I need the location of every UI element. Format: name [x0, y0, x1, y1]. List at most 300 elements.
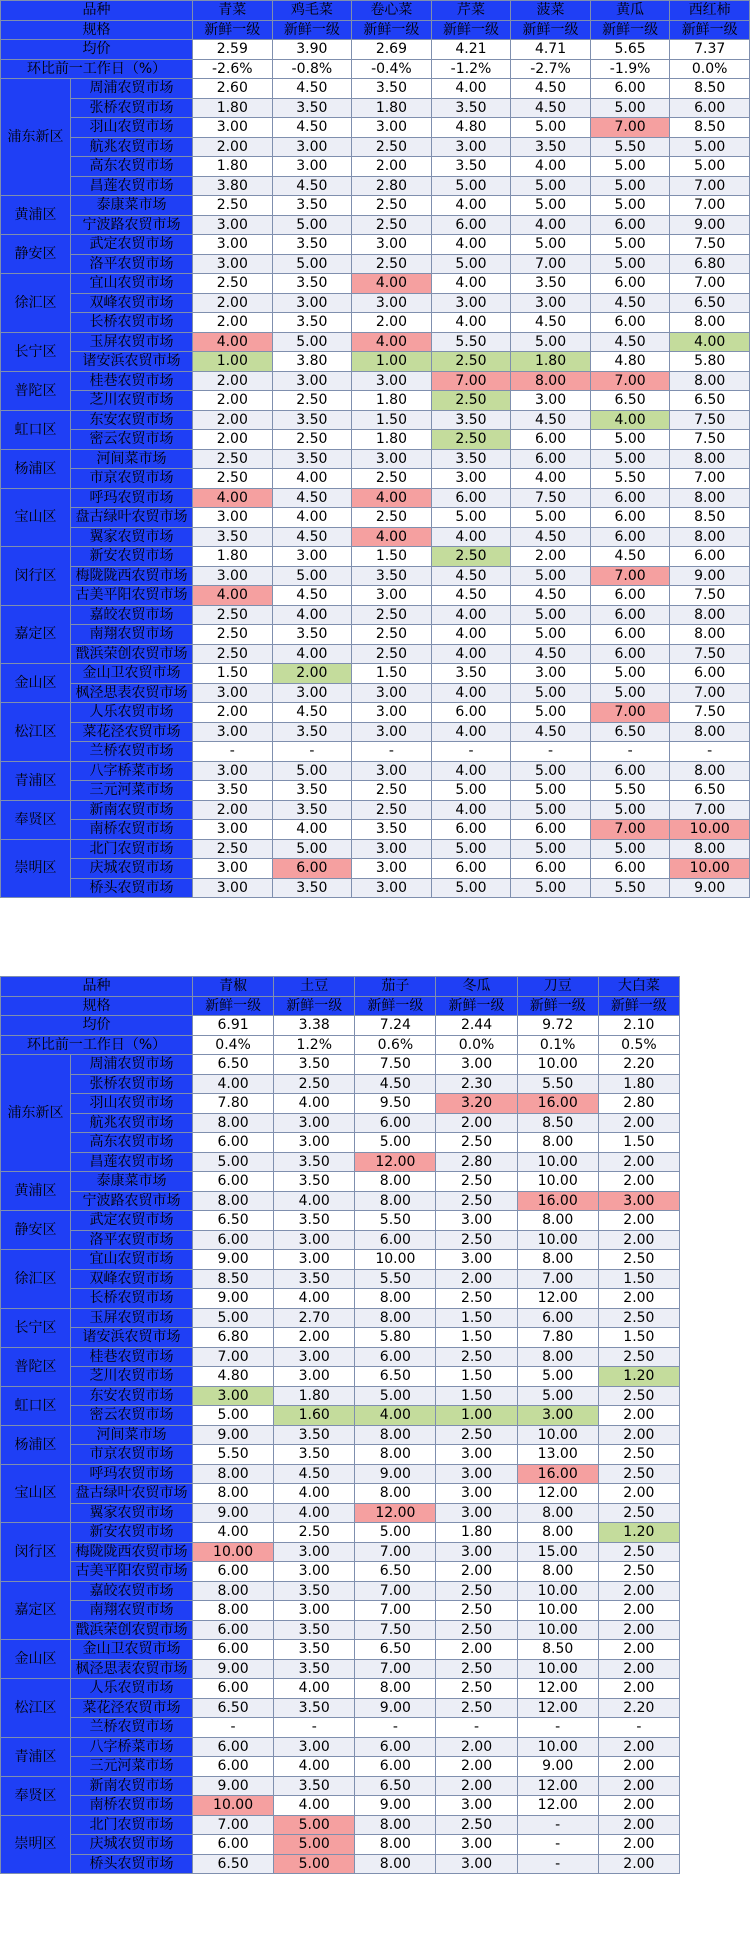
price-cell: 2.50: [598, 1503, 679, 1523]
price-cell: 16.00: [517, 1191, 598, 1211]
price-cell: 5.50: [590, 469, 670, 489]
price-cell: 4.50: [511, 644, 591, 664]
price-cell: 8.00: [670, 313, 750, 333]
price-cell: 3.00: [436, 1503, 517, 1523]
price-cell: 6.00: [431, 820, 511, 840]
price-cell: 4.00: [193, 1523, 274, 1543]
price-cell: 7.50: [670, 644, 750, 664]
price-cell: 4.00: [274, 1757, 355, 1777]
table-row: [1, 1659, 680, 1679]
price-cell: 6.50: [670, 293, 750, 313]
price-cell: 6.80: [193, 1328, 274, 1348]
table-row: [1, 1445, 680, 1465]
price-cell: 5.00: [590, 430, 670, 450]
price-cell: 5.50: [517, 1074, 598, 1094]
spec-cell: 新鲜一级: [431, 20, 511, 40]
spec-cell: 新鲜一级: [274, 996, 355, 1016]
price-cell: 6.00: [355, 1757, 436, 1777]
product-header: 菠菜: [511, 1, 591, 21]
price-cell: 4.50: [590, 332, 670, 352]
table-row: [1, 1211, 680, 1231]
price-cell: 2.50: [352, 605, 432, 625]
table-row: [1, 1737, 680, 1757]
price-cell: 6.50: [193, 1055, 274, 1075]
table-row: [1, 1425, 680, 1445]
price-cell: 7.00: [590, 703, 670, 723]
price-cell: 6.50: [355, 1640, 436, 1660]
table-row: [1, 820, 750, 840]
price-cell: 6.00: [590, 79, 670, 99]
district-cell: 虹口区: [1, 410, 71, 449]
price-cell: 2.50: [352, 215, 432, 235]
price-cell: 2.00: [598, 1601, 679, 1621]
table-row: [1, 254, 750, 274]
price-cell: 2.50: [598, 1445, 679, 1465]
market-cell: 宜山农贸市场: [71, 1250, 193, 1270]
price-cell: 3.50: [274, 1659, 355, 1679]
price-cell: 2.50: [436, 1425, 517, 1445]
price-cell: 9.00: [193, 1503, 274, 1523]
price-cell: 8.00: [670, 371, 750, 391]
price-cell: 6.50: [590, 391, 670, 411]
price-cell: 3.00: [352, 118, 432, 138]
change-cell: -2.6%: [193, 59, 273, 79]
price-cell: 2.50: [598, 1386, 679, 1406]
price-cell: 4.50: [355, 1074, 436, 1094]
price-cell: 2.50: [598, 1542, 679, 1562]
price-cell: 10.00: [193, 1542, 274, 1562]
product-header: 冬瓜: [436, 977, 517, 997]
average-cell: 2.44: [436, 1016, 517, 1036]
spec-header: 规格: [1, 996, 193, 1016]
price-cell: 2.00: [193, 391, 273, 411]
price-cell: 6.50: [670, 391, 750, 411]
price-cell: 6.00: [590, 761, 670, 781]
price-cell: 1.50: [436, 1386, 517, 1406]
spec-header: 规格: [1, 20, 193, 40]
price-cell: 2.00: [598, 1757, 679, 1777]
price-cell: 5.00: [431, 781, 511, 801]
table-row: [1, 1679, 680, 1699]
price-cell: 10.00: [517, 1659, 598, 1679]
price-cell: 5.00: [511, 605, 591, 625]
price-cell: 2.00: [272, 664, 352, 684]
market-cell: 泰康菜市场: [71, 196, 193, 216]
product-header: 芹菜: [431, 1, 511, 21]
price-cell: 3.50: [274, 1640, 355, 1660]
price-cell: 8.00: [193, 1581, 274, 1601]
average-cell: 6.91: [193, 1016, 274, 1036]
table-row: [1, 332, 750, 352]
price-cell: 2.00: [352, 157, 432, 177]
product-header: 黄瓜: [590, 1, 670, 21]
average-cell: 2.10: [598, 1016, 679, 1036]
price-cell: 1.80: [511, 352, 591, 372]
price-cell: 4.00: [431, 196, 511, 216]
price-cell: 2.00: [352, 313, 432, 333]
price-cell: 7.00: [355, 1601, 436, 1621]
market-cell: 嘉皎农贸市场: [71, 1581, 193, 1601]
price-cell: 6.00: [355, 1347, 436, 1367]
table-row: [1, 1698, 680, 1718]
price-cell: 6.00: [272, 859, 352, 879]
price-cell: 1.00: [352, 352, 432, 372]
price-cell: 5.00: [511, 508, 591, 528]
price-cell: 5.00: [590, 839, 670, 859]
price-cell: 4.00: [352, 527, 432, 547]
price-cell: 4.50: [272, 703, 352, 723]
price-cell: 3.00: [436, 1250, 517, 1270]
price-cell: 4.00: [431, 625, 511, 645]
price-cell: 7.50: [355, 1055, 436, 1075]
table-row: [1, 410, 750, 430]
table-row: [1, 605, 750, 625]
district-cell: 黄浦区: [1, 196, 71, 235]
price-cell: 8.00: [193, 1113, 274, 1133]
table-row: [1, 274, 750, 294]
price-cell: 4.50: [272, 118, 352, 138]
price-cell: 10.00: [517, 1601, 598, 1621]
change-row: [1, 59, 750, 79]
price-cell: 3.00: [352, 878, 432, 898]
table-row: [1, 293, 750, 313]
price-cell: 6.00: [193, 1679, 274, 1699]
market-cell: 诸安浜农贸市场: [71, 1328, 193, 1348]
price-cell: 3.50: [274, 1620, 355, 1640]
price-cell: 8.00: [517, 1503, 598, 1523]
price-cell: 5.80: [670, 352, 750, 372]
price-cell: 4.00: [272, 508, 352, 528]
table-row: [1, 644, 750, 664]
market-cell: 昌莲农贸市场: [71, 176, 193, 196]
market-cell: 桥头农贸市场: [71, 1854, 193, 1874]
table-row: [1, 527, 750, 547]
market-cell: 兰桥农贸市场: [71, 742, 193, 762]
product-header: 大白菜: [598, 977, 679, 997]
price-cell: 1.20: [598, 1367, 679, 1387]
table-row: [1, 625, 750, 645]
header-row: [1, 977, 680, 997]
price-cell: 2.50: [352, 254, 432, 274]
price-cell: 3.00: [193, 878, 273, 898]
price-cell: 4.50: [272, 527, 352, 547]
price-cell: -: [517, 1854, 598, 1874]
market-cell: 呼玛农贸市场: [71, 1464, 193, 1484]
price-cell: 3.50: [352, 79, 432, 99]
price-cell: 1.80: [352, 98, 432, 118]
change-row: [1, 1035, 680, 1055]
price-cell: 4.00: [274, 1796, 355, 1816]
price-cell: 5.00: [431, 176, 511, 196]
average-cell: 9.72: [517, 1016, 598, 1036]
price-cell: 7.00: [590, 566, 670, 586]
price-cell: 6.00: [590, 859, 670, 879]
price-cell: 3.00: [272, 683, 352, 703]
price-cell: 2.50: [598, 1308, 679, 1328]
price-cell: 1.50: [352, 547, 432, 567]
price-cell: 3.50: [431, 410, 511, 430]
market-cell: 人乐农贸市场: [71, 1679, 193, 1699]
market-cell: 武定农贸市场: [71, 235, 193, 255]
price-cell: 2.00: [598, 1425, 679, 1445]
price-cell: 6.50: [355, 1776, 436, 1796]
price-cell: 2.00: [598, 1835, 679, 1855]
header-row: [1, 1, 750, 21]
price-cell: 8.00: [517, 1562, 598, 1582]
change-cell: -0.8%: [272, 59, 352, 79]
table-row: [1, 1133, 680, 1153]
price-cell: 5.00: [272, 215, 352, 235]
average-header: 均价: [1, 1016, 193, 1036]
district-cell: 宝山区: [1, 488, 71, 547]
price-cell: 10.00: [193, 1796, 274, 1816]
price-cell: -: [511, 742, 591, 762]
price-cell: 8.00: [670, 761, 750, 781]
price-cell: 6.00: [511, 859, 591, 879]
price-cell: 6.00: [590, 488, 670, 508]
price-cell: 1.00: [193, 352, 273, 372]
price-cell: 7.50: [670, 703, 750, 723]
price-cell: 7.00: [355, 1542, 436, 1562]
price-cell: 2.50: [193, 625, 273, 645]
price-cell: 3.00: [431, 293, 511, 313]
price-cell: 4.00: [431, 683, 511, 703]
table-row: [1, 1464, 680, 1484]
market-cell: 翼家农贸市场: [71, 1503, 193, 1523]
price-cell: 4.00: [590, 410, 670, 430]
price-cell: 12.00: [517, 1776, 598, 1796]
price-cell: 2.50: [431, 430, 511, 450]
price-cell: 1.80: [598, 1074, 679, 1094]
price-cell: 4.00: [274, 1484, 355, 1504]
price-cell: 8.00: [511, 371, 591, 391]
market-cell: 人乐农贸市场: [71, 703, 193, 723]
table-row: [1, 176, 750, 196]
price-cell: 5.00: [670, 137, 750, 157]
price-cell: 4.00: [431, 800, 511, 820]
table-row: [1, 1757, 680, 1777]
price-cell: 6.00: [193, 1835, 274, 1855]
price-cell: 3.80: [193, 176, 273, 196]
market-cell: 戬浜荣创农贸市场: [71, 1620, 193, 1640]
table-row: [1, 1269, 680, 1289]
price-cell: 4.00: [193, 488, 273, 508]
price-cell: 5.00: [431, 508, 511, 528]
price-cell: 3.50: [352, 820, 432, 840]
price-cell: 4.00: [352, 274, 432, 294]
market-cell: 梅陇陇西农贸市场: [71, 566, 193, 586]
price-cell: 2.50: [436, 1581, 517, 1601]
price-cell: 2.00: [598, 1854, 679, 1874]
market-cell: 新安农贸市场: [71, 547, 193, 567]
table-row: [1, 839, 750, 859]
price-cell: 2.00: [598, 1737, 679, 1757]
price-cell: 8.00: [355, 1815, 436, 1835]
table-row: [1, 1776, 680, 1796]
price-cell: 8.50: [517, 1640, 598, 1660]
market-cell: 羽山农贸市场: [71, 1094, 193, 1114]
price-cell: 4.00: [431, 235, 511, 255]
price-cell: 3.00: [352, 235, 432, 255]
market-cell: 金山卫农贸市场: [71, 664, 193, 684]
price-cell: 3.50: [511, 274, 591, 294]
price-cell: 4.00: [431, 644, 511, 664]
price-cell: 3.50: [272, 410, 352, 430]
table-row: [1, 683, 750, 703]
district-cell: 崇明区: [1, 839, 71, 898]
price-cell: 4.50: [511, 313, 591, 333]
price-cell: 13.00: [517, 1445, 598, 1465]
price-cell: 3.00: [193, 118, 273, 138]
table-row: [1, 215, 750, 235]
price-cell: 3.00: [431, 469, 511, 489]
price-cell: -: [670, 742, 750, 762]
price-cell: 3.00: [436, 1796, 517, 1816]
price-cell: 5.00: [431, 839, 511, 859]
price-cell: 10.00: [517, 1737, 598, 1757]
change-cell: -2.7%: [511, 59, 591, 79]
price-cell: 7.00: [355, 1581, 436, 1601]
price-cell: 5.50: [355, 1211, 436, 1231]
spec-cell: 新鲜一级: [352, 20, 432, 40]
price-cell: 2.50: [598, 1562, 679, 1582]
price-cell: 6.00: [590, 215, 670, 235]
district-cell: 浦东新区: [1, 1055, 71, 1172]
price-cell: 9.00: [670, 215, 750, 235]
price-cell: 5.00: [272, 332, 352, 352]
price-cell: 4.50: [511, 410, 591, 430]
price-cell: 6.00: [590, 625, 670, 645]
price-cell: 2.50: [352, 137, 432, 157]
district-cell: 静安区: [1, 1211, 71, 1250]
price-cell: 8.00: [355, 1191, 436, 1211]
price-cell: 3.00: [193, 722, 273, 742]
table-row: [1, 781, 750, 801]
price-cell: 12.00: [517, 1679, 598, 1699]
price-cell: 2.80: [598, 1094, 679, 1114]
price-cell: 4.00: [431, 722, 511, 742]
price-cell: 2.00: [598, 1640, 679, 1660]
price-cell: 6.00: [590, 274, 670, 294]
price-cell: 8.00: [193, 1484, 274, 1504]
price-cell: 2.00: [598, 1776, 679, 1796]
table-row: [1, 313, 750, 333]
price-cell: 3.00: [272, 157, 352, 177]
market-cell: 庆城农贸市场: [71, 859, 193, 879]
price-cell: 8.50: [670, 79, 750, 99]
price-cell: 2.50: [352, 508, 432, 528]
district-cell: 普陀区: [1, 371, 71, 410]
price-cell: 5.00: [511, 761, 591, 781]
market-cell: 南翔农贸市场: [71, 625, 193, 645]
table-row: [1, 878, 750, 898]
price-cell: 5.00: [590, 196, 670, 216]
price-cell: 4.00: [431, 605, 511, 625]
price-cell: 3.00: [274, 1601, 355, 1621]
price-cell: 12.00: [517, 1796, 598, 1816]
price-cell: 3.50: [274, 1776, 355, 1796]
price-cell: 3.00: [274, 1113, 355, 1133]
district-cell: 浦东新区: [1, 79, 71, 196]
price-cell: 9.00: [355, 1796, 436, 1816]
table-row: [1, 547, 750, 567]
price-cell: 2.00: [436, 1776, 517, 1796]
market-cell: 市京农贸市场: [71, 469, 193, 489]
district-cell: 金山区: [1, 664, 71, 703]
price-cell: 2.50: [193, 449, 273, 469]
market-cell: 宁波路农贸市场: [71, 215, 193, 235]
market-cell: 新南农贸市场: [71, 1776, 193, 1796]
change-header: 环比前一工作日（%）: [1, 59, 193, 79]
price-cell: 3.00: [274, 1542, 355, 1562]
market-cell: 市京农贸市场: [71, 1445, 193, 1465]
price-cell: 1.60: [274, 1406, 355, 1426]
market-cell: 洛平农贸市场: [71, 254, 193, 274]
price-cell: 3.00: [274, 1367, 355, 1387]
price-cell: 5.00: [511, 196, 591, 216]
price-cell: 7.80: [193, 1094, 274, 1114]
market-cell: 武定农贸市场: [71, 1211, 193, 1231]
price-cell: 9.00: [517, 1757, 598, 1777]
price-cell: 2.30: [436, 1074, 517, 1094]
average-cell: 3.90: [272, 40, 352, 60]
district-cell: 松江区: [1, 1679, 71, 1738]
market-cell: 张桥农贸市场: [71, 1074, 193, 1094]
table-row: [1, 1289, 680, 1309]
price-cell: 2.00: [436, 1640, 517, 1660]
table-row: [1, 1562, 680, 1582]
change-cell: 0.4%: [193, 1035, 274, 1055]
price-cell: 6.00: [431, 215, 511, 235]
price-cell: 8.50: [517, 1113, 598, 1133]
price-cell: 2.50: [436, 1620, 517, 1640]
table-row: [1, 1523, 680, 1543]
price-cell: 2.00: [436, 1737, 517, 1757]
price-cell: 1.50: [352, 664, 432, 684]
price-cell: 3.50: [274, 1445, 355, 1465]
price-cell: 5.00: [590, 157, 670, 177]
price-cell: 2.50: [352, 800, 432, 820]
price-cell: 8.00: [670, 605, 750, 625]
table-row: [1, 79, 750, 99]
price-cell: 2.00: [598, 1230, 679, 1250]
table-row: [1, 118, 750, 138]
price-cell: 2.50: [436, 1289, 517, 1309]
market-cell: 盘古绿叶农贸市场: [71, 1484, 193, 1504]
market-cell: 宁波路农贸市场: [71, 1191, 193, 1211]
price-cell: 3.00: [598, 1191, 679, 1211]
price-cell: 5.00: [274, 1854, 355, 1874]
average-cell: 3.38: [274, 1016, 355, 1036]
market-cell: 新安农贸市场: [71, 1523, 193, 1543]
price-cell: 3.00: [274, 1737, 355, 1757]
change-cell: 0.5%: [598, 1035, 679, 1055]
market-cell: 三元河菜市场: [71, 1757, 193, 1777]
price-cell: 6.00: [431, 488, 511, 508]
price-cell: 6.00: [193, 1172, 274, 1192]
price-cell: 5.00: [355, 1133, 436, 1153]
spec-cell: 新鲜一级: [193, 20, 273, 40]
market-cell: 菜花泾农贸市场: [71, 1698, 193, 1718]
price-cell: 2.60: [193, 79, 273, 99]
price-cell: 2.00: [598, 1172, 679, 1192]
price-cell: 9.50: [355, 1094, 436, 1114]
spec-cell: 新鲜一级: [670, 20, 750, 40]
price-cell: 4.00: [193, 332, 273, 352]
price-cell: 4.50: [431, 586, 511, 606]
price-cell: 5.00: [511, 566, 591, 586]
price-cell: 5.00: [590, 176, 670, 196]
